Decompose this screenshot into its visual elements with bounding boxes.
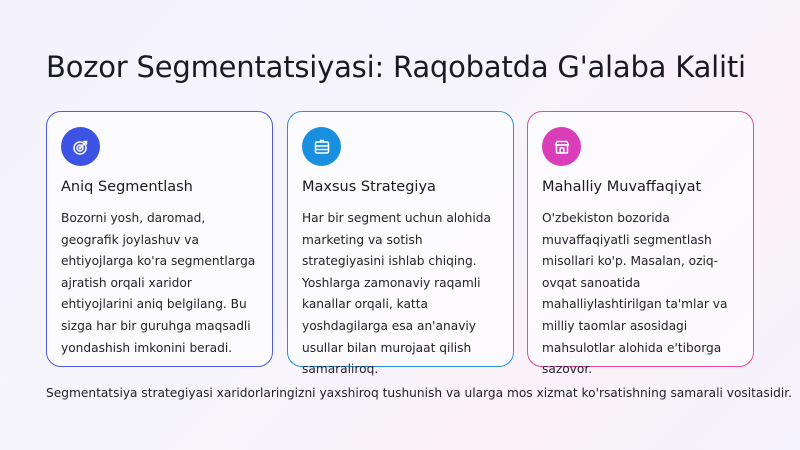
card-mahalliy-muvaffaqiyat bbox=[527, 111, 754, 377]
footer-text: Segmentatsiya strategiyasi xaridorlaringizni yaxshiroq tushunish va ularga mos xizmat ko'rsatishning samarali vositasidir. bbox=[46, 386, 793, 400]
card-title: Aniq Segmentlash bbox=[61, 179, 193, 195]
card-title: Maxsus Strategiya bbox=[302, 179, 436, 195]
card-body: O'zbekiston bozorida muvaffaqiyatli segmentlash misollari ko'p. Masalan, oziq-ovqat sanoatida mahalliylashtirilgan ta'mlar va milliy taomlar asosidagi mahsulotlar alohida e'tiborga sazovor. bbox=[542, 211, 728, 377]
card-body: Bozorni yosh, daromad, geografik joylashuv va ehtiyojlarga ko'ra segmentlarga ajratish orqali xaridor ehtiyojlarini aniq belgilang. Bu sizga har bir guruhga maqsadli yondashish imkonini beradi. bbox=[61, 211, 256, 355]
target-icon bbox=[61, 127, 100, 166]
store-icon bbox=[542, 127, 581, 166]
card-body: Har bir segment uchun alohida marketing va sotish strategiyasini ishlab chiqing. Yoshlarga zamonaviy raqamli kanallar orqali, katta yoshdagilarga esa an'anaviy usullar bilan murojaat qilish samaraliroq. bbox=[302, 211, 491, 377]
slide-title: Bozor Segmentatsiyasi: Raqobatda G'alaba Kaliti bbox=[46, 50, 746, 84]
card-aniq-segmentlash bbox=[46, 111, 273, 367]
strategy-icon bbox=[302, 127, 341, 166]
card-title: Mahalliy Muvaffaqiyat bbox=[542, 179, 702, 195]
card-maxsus-strategiya bbox=[287, 111, 514, 377]
